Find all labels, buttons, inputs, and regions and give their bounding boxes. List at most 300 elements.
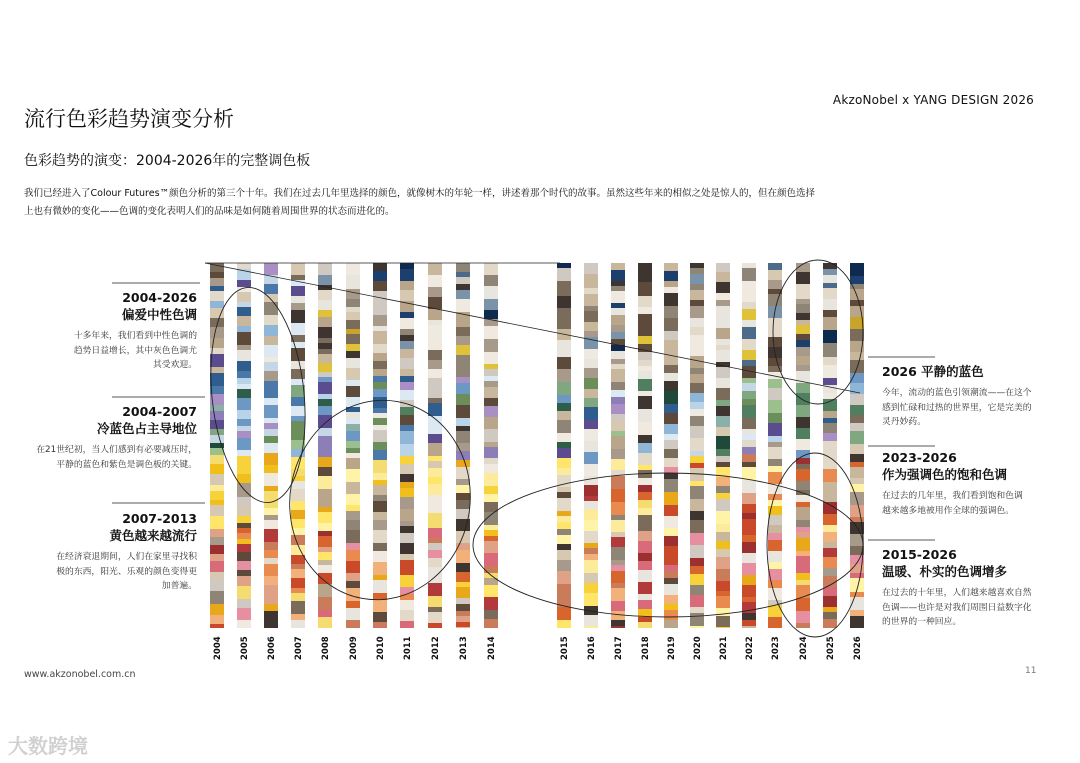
colour-swatch xyxy=(796,371,810,383)
intro-line-2: 上也有微妙的变化——色调的变化表明人们的品味是如何随着周围世界的状态而进化的。 xyxy=(24,206,395,217)
colour-swatch xyxy=(484,447,498,458)
colour-swatch xyxy=(742,563,756,575)
colour-swatch xyxy=(264,623,278,628)
colour-swatch xyxy=(796,365,810,371)
colour-swatch xyxy=(264,500,278,508)
colour-swatch xyxy=(237,332,251,345)
colour-swatch xyxy=(742,467,756,480)
colour-swatch xyxy=(716,306,730,318)
colour-swatch xyxy=(346,283,360,289)
colour-swatch xyxy=(210,354,224,367)
colour-swatch xyxy=(456,405,470,418)
colour-swatch xyxy=(716,388,730,400)
colour-swatch xyxy=(638,570,652,582)
colour-swatch xyxy=(291,614,305,620)
label-heading: 温暖、朴实的色调增多 xyxy=(882,564,1008,579)
colour-swatch xyxy=(716,596,730,608)
colour-swatch xyxy=(484,326,498,339)
colour-swatch xyxy=(584,464,598,476)
colour-swatch xyxy=(346,386,360,397)
colour-swatch xyxy=(291,429,305,440)
colour-swatch xyxy=(557,382,571,395)
colour-swatch xyxy=(373,543,387,551)
colour-swatch xyxy=(742,447,756,454)
colour-swatch xyxy=(400,509,414,521)
colour-swatch xyxy=(742,613,756,620)
colour-swatch xyxy=(428,502,442,513)
colour-swatch xyxy=(484,473,498,486)
colour-swatch xyxy=(823,568,837,576)
colour-swatch xyxy=(291,564,305,569)
year-label: 2018 xyxy=(641,636,651,660)
colour-swatch xyxy=(346,561,360,573)
colour-swatch xyxy=(796,304,810,313)
colour-swatch xyxy=(318,394,332,399)
colour-swatch xyxy=(291,323,305,335)
colour-swatch xyxy=(210,367,224,373)
label-year: 2007-2013 xyxy=(122,511,197,526)
colour-swatch xyxy=(237,426,251,431)
colour-swatch xyxy=(264,436,278,443)
colour-swatch xyxy=(638,336,652,344)
year-label: 2007 xyxy=(294,636,304,660)
palette-column xyxy=(664,263,678,628)
colour-swatch xyxy=(664,467,678,473)
colour-swatch xyxy=(456,479,470,485)
colour-swatch xyxy=(318,428,332,436)
colour-swatch xyxy=(373,271,387,281)
colour-swatch xyxy=(428,387,442,398)
colour-swatch xyxy=(664,536,678,546)
colour-swatch xyxy=(796,313,810,320)
colour-swatch xyxy=(237,456,251,466)
colour-swatch xyxy=(237,552,251,561)
colour-swatch xyxy=(690,456,704,463)
colour-swatch xyxy=(557,357,571,369)
colour-swatch xyxy=(742,391,756,399)
colour-swatch xyxy=(318,501,332,507)
year-label: 2025 xyxy=(826,636,836,660)
label-neutral-tones xyxy=(12,290,197,373)
colour-swatch xyxy=(237,280,251,287)
colour-swatch xyxy=(638,296,652,307)
colour-swatch xyxy=(484,364,498,369)
colour-swatch xyxy=(611,315,625,325)
colour-swatch xyxy=(428,456,442,461)
colour-swatch xyxy=(346,312,360,320)
colour-swatch xyxy=(373,520,387,530)
colour-swatch xyxy=(291,510,305,519)
colour-swatch xyxy=(557,263,571,268)
colour-swatch xyxy=(400,600,414,610)
colour-swatch xyxy=(346,431,360,441)
colour-swatch xyxy=(611,583,625,588)
colour-swatch xyxy=(796,428,810,439)
colour-swatch xyxy=(823,399,837,411)
colour-swatch xyxy=(237,620,251,628)
colour-swatch xyxy=(456,572,470,582)
colour-swatch xyxy=(237,599,251,608)
colour-swatch xyxy=(742,553,756,563)
colour-swatch xyxy=(346,520,360,530)
colour-swatch xyxy=(428,461,442,468)
palette-column xyxy=(346,263,360,628)
colour-swatch xyxy=(484,553,498,566)
colour-swatch xyxy=(823,310,837,317)
colour-swatch xyxy=(768,436,782,442)
colour-swatch xyxy=(796,320,810,325)
colour-swatch xyxy=(716,449,730,456)
colour-swatch xyxy=(210,545,224,554)
colour-swatch xyxy=(768,500,782,506)
colour-swatch xyxy=(346,620,360,628)
colour-swatch xyxy=(264,345,278,357)
colour-swatch xyxy=(346,307,360,312)
colour-swatch xyxy=(456,604,470,611)
colour-swatch xyxy=(318,584,332,597)
colour-swatch xyxy=(400,456,414,464)
colour-swatch xyxy=(428,567,442,574)
colour-swatch xyxy=(611,515,625,520)
colour-swatch xyxy=(664,365,678,373)
colour-swatch xyxy=(664,440,678,449)
colour-swatch xyxy=(237,438,251,450)
colour-swatch xyxy=(264,398,278,405)
label-body-line: 越来越多地被用作全球的强调色。 xyxy=(882,505,1014,516)
colour-swatch xyxy=(373,495,387,501)
brand-header: AkzoNobel x YANG DESIGN 2026 xyxy=(832,93,1034,107)
colour-swatch xyxy=(664,492,678,505)
colour-swatch xyxy=(373,353,387,361)
colour-swatch xyxy=(638,515,652,521)
label-heading: 冷蓝色占主导地位 xyxy=(96,421,197,436)
colour-swatch xyxy=(823,612,837,619)
colour-swatch xyxy=(796,284,810,290)
year-label: 2016 xyxy=(587,636,597,660)
colour-swatch xyxy=(428,528,442,538)
colour-swatch xyxy=(291,296,305,303)
colour-swatch xyxy=(400,587,414,594)
colour-swatch xyxy=(638,326,652,336)
colour-swatch xyxy=(823,542,837,548)
colour-swatch xyxy=(690,486,704,499)
colour-swatch xyxy=(428,275,442,287)
colour-swatch xyxy=(237,539,251,544)
colour-swatch xyxy=(318,481,332,489)
colour-swatch xyxy=(611,489,625,502)
colour-swatch xyxy=(638,443,652,453)
label-body xyxy=(882,386,1057,430)
colour-swatch xyxy=(400,329,414,335)
colour-swatch xyxy=(742,302,756,309)
colour-swatch xyxy=(456,299,470,312)
colour-swatch xyxy=(690,263,704,268)
colour-swatch xyxy=(400,407,414,415)
colour-swatch xyxy=(742,535,756,542)
colour-swatch xyxy=(291,489,305,501)
colour-swatch xyxy=(373,425,387,430)
colour-swatch xyxy=(638,263,652,274)
colour-swatch xyxy=(611,476,625,489)
label-body-line: 极的东西，阳光、乐观的颜色变得更 xyxy=(56,566,197,577)
colour-swatch xyxy=(796,538,810,551)
colour-swatch xyxy=(456,377,470,383)
colour-swatch xyxy=(373,622,387,627)
colour-swatch xyxy=(456,627,470,628)
colour-swatch xyxy=(690,416,704,426)
colour-swatch xyxy=(690,499,704,511)
colour-swatch xyxy=(742,480,756,493)
colour-swatch xyxy=(611,537,625,547)
colour-swatch xyxy=(484,387,498,398)
year-label: 2014 xyxy=(487,636,497,660)
colour-swatch xyxy=(742,405,756,418)
colour-swatch xyxy=(318,610,332,617)
palette-column xyxy=(690,263,704,628)
colour-swatch xyxy=(638,396,652,409)
colour-swatch xyxy=(291,588,305,593)
colour-swatch xyxy=(484,597,498,610)
colour-swatch xyxy=(823,343,837,349)
label-body xyxy=(12,443,197,472)
label-cool-blue xyxy=(12,404,197,472)
colour-swatch xyxy=(768,580,782,588)
colour-swatch xyxy=(428,550,442,558)
colour-swatch xyxy=(823,587,837,596)
colour-swatch xyxy=(584,311,598,322)
colour-swatch xyxy=(264,392,278,398)
colour-swatch xyxy=(611,332,625,339)
colour-swatch xyxy=(264,515,278,520)
colour-swatch xyxy=(716,532,730,541)
colour-swatch xyxy=(638,508,652,515)
colour-swatch xyxy=(557,442,571,448)
colour-swatch xyxy=(428,443,442,456)
colour-swatch xyxy=(291,280,305,286)
colour-swatch xyxy=(264,325,278,336)
colour-swatch xyxy=(264,593,278,604)
colour-swatch xyxy=(428,320,442,325)
colour-swatch xyxy=(638,500,652,508)
colour-swatch xyxy=(850,360,864,373)
colour-swatch xyxy=(716,400,730,406)
colour-swatch xyxy=(291,263,305,275)
colour-swatch xyxy=(638,344,652,352)
colour-swatch xyxy=(638,366,652,371)
colour-swatch xyxy=(716,511,730,524)
colour-swatch xyxy=(823,619,837,628)
colour-swatch xyxy=(638,478,652,485)
colour-swatch xyxy=(210,485,224,491)
colour-swatch xyxy=(584,441,598,452)
colour-swatch xyxy=(850,444,864,454)
colour-swatch xyxy=(664,381,678,391)
colour-swatch xyxy=(210,272,224,278)
colour-swatch xyxy=(768,379,782,388)
colour-swatch xyxy=(428,309,442,320)
footer-url[interactable]: www.akzonobel.com.cn xyxy=(24,669,136,680)
colour-swatch xyxy=(456,611,470,616)
colour-swatch xyxy=(318,363,332,372)
colour-swatch xyxy=(346,573,360,581)
colour-swatch xyxy=(484,566,498,573)
colour-swatch xyxy=(611,532,625,537)
colour-swatch xyxy=(716,456,730,462)
colour-swatch xyxy=(716,378,730,388)
colour-swatch xyxy=(690,533,704,545)
colour-swatch xyxy=(768,318,782,324)
colour-swatch xyxy=(664,348,678,355)
colour-swatch xyxy=(400,263,414,269)
colour-swatch xyxy=(400,533,414,543)
colour-swatch xyxy=(664,331,678,340)
colour-swatch xyxy=(768,400,782,413)
colour-swatch xyxy=(210,604,224,615)
colour-swatch xyxy=(428,495,442,502)
colour-swatch xyxy=(742,626,756,628)
colour-swatch xyxy=(823,548,837,557)
colour-swatch xyxy=(823,418,837,423)
year-label: 2026 xyxy=(853,636,863,660)
colour-swatch xyxy=(823,441,837,453)
colour-swatch xyxy=(237,361,251,371)
colour-swatch xyxy=(796,532,810,538)
colour-swatch xyxy=(584,543,598,548)
colour-swatch xyxy=(400,312,414,318)
colour-swatch xyxy=(400,554,414,560)
colour-swatch xyxy=(373,263,387,271)
colour-swatch xyxy=(428,583,442,596)
colour-swatch xyxy=(291,275,305,280)
colour-swatch xyxy=(484,369,498,376)
colour-swatch xyxy=(400,526,414,533)
colour-swatch xyxy=(557,522,571,529)
label-body-line: 其受欢迎。 xyxy=(153,360,197,370)
colour-swatch xyxy=(850,394,864,405)
colour-swatch xyxy=(318,275,332,285)
colour-swatch xyxy=(346,320,360,329)
colour-swatch xyxy=(796,299,810,304)
colour-swatch xyxy=(557,448,571,458)
page-number: 11 xyxy=(1025,666,1037,676)
colour-swatch xyxy=(557,571,571,584)
colour-swatch xyxy=(823,393,837,399)
colour-swatch xyxy=(664,620,678,628)
colour-swatch xyxy=(318,377,332,382)
colour-swatch xyxy=(850,329,864,341)
colour-swatch xyxy=(638,521,652,531)
colour-swatch xyxy=(456,320,470,327)
colour-swatch xyxy=(584,420,598,429)
colour-swatch xyxy=(611,502,625,515)
colour-swatch xyxy=(346,329,360,334)
colour-swatch xyxy=(796,598,810,611)
colour-swatch xyxy=(400,560,414,565)
colour-swatch xyxy=(716,263,730,272)
colour-swatch xyxy=(823,357,837,365)
colour-swatch xyxy=(823,493,837,502)
colour-swatch xyxy=(264,550,278,558)
colour-swatch xyxy=(428,513,442,520)
colour-swatch xyxy=(557,511,571,516)
colour-swatch xyxy=(210,286,224,291)
colour-swatch xyxy=(796,405,810,417)
colour-swatch xyxy=(237,533,251,539)
colour-swatch xyxy=(346,494,360,505)
year-label: 2023 xyxy=(771,636,781,660)
colour-swatch xyxy=(210,516,224,529)
colour-swatch xyxy=(318,512,332,523)
colour-swatch xyxy=(690,511,704,520)
colour-swatch xyxy=(796,502,810,507)
colour-swatch xyxy=(237,528,251,533)
label-body-line: 感到忙碌和过热的世界里，它是完美的 xyxy=(882,402,1032,413)
colour-swatch xyxy=(850,610,864,616)
colour-swatch xyxy=(291,501,305,510)
colour-swatch xyxy=(210,411,224,420)
colour-swatch xyxy=(664,449,678,458)
colour-swatch xyxy=(291,578,305,588)
colour-swatch xyxy=(584,531,598,543)
colour-swatch xyxy=(237,474,251,483)
colour-swatch xyxy=(318,476,332,481)
colour-swatch xyxy=(584,615,598,626)
colour-swatch xyxy=(400,301,414,312)
colour-swatch xyxy=(690,335,704,343)
colour-swatch xyxy=(318,263,332,275)
colour-swatch xyxy=(690,426,704,438)
colour-swatch xyxy=(638,582,652,594)
colour-swatch xyxy=(850,405,864,415)
colour-swatch xyxy=(428,350,442,360)
colour-swatch xyxy=(484,263,498,275)
colour-swatch xyxy=(638,391,652,396)
colour-swatch xyxy=(768,624,782,628)
colour-swatch xyxy=(742,504,756,513)
colour-swatch xyxy=(400,431,414,444)
colour-swatch xyxy=(210,500,224,505)
colour-swatch xyxy=(664,555,678,565)
colour-swatch xyxy=(484,429,498,442)
colour-swatch xyxy=(850,616,864,628)
colour-swatch xyxy=(318,489,332,501)
colour-swatch xyxy=(291,555,305,564)
colour-swatch xyxy=(850,263,864,276)
colour-swatch xyxy=(318,317,332,327)
colour-swatch xyxy=(264,381,278,392)
colour-swatch xyxy=(664,578,678,584)
colour-swatch xyxy=(428,369,442,378)
colour-swatch xyxy=(484,464,498,473)
colour-swatch xyxy=(428,468,442,477)
colour-swatch xyxy=(742,493,756,504)
colour-swatch xyxy=(400,621,414,628)
colour-swatch xyxy=(346,351,360,358)
colour-swatch xyxy=(237,263,251,269)
colour-swatch xyxy=(796,481,810,490)
label-body-line: 十多年来，我们看到中性色调的 xyxy=(73,331,197,341)
colour-swatch xyxy=(237,398,251,410)
colour-swatch xyxy=(664,604,678,610)
colour-swatch xyxy=(611,565,625,571)
colour-swatch xyxy=(664,584,678,595)
colour-swatch xyxy=(664,434,678,440)
colour-swatch xyxy=(210,448,224,455)
colour-swatch xyxy=(428,623,442,628)
colour-swatch xyxy=(638,360,652,366)
colour-swatch xyxy=(742,585,756,597)
colour-swatch xyxy=(428,607,442,612)
